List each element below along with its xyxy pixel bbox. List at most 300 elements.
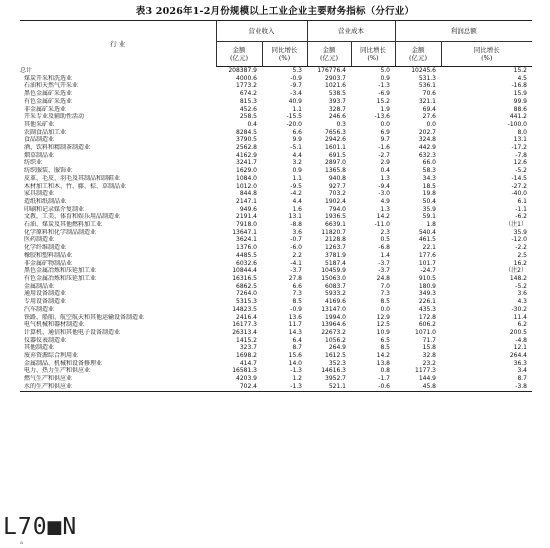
value-cell: -0.9: [290, 305, 302, 313]
value-cell: 6.6: [292, 282, 302, 290]
value-cell: -11.0: [374, 221, 390, 229]
value-cell: -0.7: [290, 236, 302, 244]
industry-name-cell: 其他制造业: [24, 344, 55, 352]
value-cell: 16316.5: [232, 274, 257, 282]
value-cell: 10459.9: [321, 267, 346, 275]
value-cell: 1.3: [380, 205, 390, 213]
industry-name-cell: 其他采矿业: [24, 120, 55, 128]
value-cell: 691.5: [328, 151, 346, 159]
value-cell: 2416.4: [236, 313, 257, 321]
value-cell: 910.5: [418, 274, 436, 282]
value-cell: 8284.5: [236, 128, 257, 136]
value-cell: 5.3: [292, 67, 302, 74]
industry-name-cell: 石油、煤炭及其他燃料加工业: [24, 221, 103, 229]
value-cell: 70.6: [422, 90, 436, 98]
value-cell: 12.5: [376, 321, 390, 329]
value-cell: 202.7: [418, 128, 436, 136]
industry-name-cell: 化学纤维制造业: [24, 244, 67, 252]
value-cell: -7.8: [515, 151, 527, 159]
table-row: [20, 183, 532, 191]
value-cell: 3952.7: [325, 375, 346, 383]
table-row: [20, 267, 532, 275]
value-cell: -2.7: [378, 151, 390, 159]
value-cell: 606.2: [418, 321, 436, 329]
value-cell: 0.9: [292, 167, 302, 175]
industry-name-cell: 食品制造业: [24, 136, 55, 144]
value-cell: 22673.2: [321, 328, 346, 336]
value-cell: -3.7: [290, 267, 302, 275]
industry-name-cell: 木材加工和木、竹、藤、棕、草制品业: [24, 182, 127, 190]
value-cell: -14.5: [511, 174, 527, 182]
value-cell: 35.9: [513, 228, 527, 236]
value-cell: -13.6: [374, 113, 390, 121]
value-cell: 4.3: [517, 298, 527, 306]
table-row: [20, 106, 532, 114]
value-cell: 18.5: [422, 182, 436, 190]
value-cell: 0.4: [247, 120, 257, 128]
value-cell: 2897.0: [325, 159, 346, 167]
table-row: [20, 290, 532, 298]
value-cell: -1.7: [378, 375, 390, 383]
value-cell: 8.5: [380, 344, 390, 352]
industry-name-cell: 非金属矿采选业: [24, 105, 67, 113]
value-cell: 2942.6: [325, 136, 346, 144]
value-cell: 3.2: [292, 159, 302, 167]
value-cell: 40.9: [288, 97, 302, 105]
value-cell: 180.9: [418, 282, 436, 290]
value-cell: 8.5: [292, 298, 302, 306]
value-cell: 4000.6: [236, 74, 257, 82]
industry-name-cell: 黑色金属冶炼和压延加工业: [24, 267, 97, 275]
value-cell: 5933.2: [325, 290, 346, 298]
table-row: [20, 129, 532, 137]
value-cell: -3.7: [378, 267, 390, 275]
table-row: [20, 82, 532, 90]
value-cell: 0.0: [380, 305, 390, 313]
page-marker: a: [20, 540, 23, 546]
value-cell: -5.2: [515, 282, 527, 290]
value-cell: -4.1: [290, 259, 302, 267]
table-row: [20, 252, 532, 260]
value-cell: 442.9: [418, 144, 436, 152]
industry-name-cell: 煤炭开采和洗选业: [24, 74, 73, 82]
value-cell: 7.0: [380, 282, 390, 290]
value-cell: -20.0: [286, 120, 302, 128]
value-cell: 540.4: [418, 228, 436, 236]
value-cell: 14616.3: [321, 367, 346, 375]
value-cell: -6.0: [290, 244, 302, 252]
table-row: [20, 236, 532, 244]
value-cell: -6.2: [515, 213, 527, 221]
industry-name-cell: 金属制品业: [24, 282, 55, 290]
value-cell: 1773.2: [236, 82, 257, 90]
value-cell: 15.9: [513, 90, 527, 98]
industry-name-cell: 有色金属冶炼和压延加工业: [24, 274, 97, 282]
value-cell: 4203.9: [236, 375, 257, 383]
value-cell: 2.2: [292, 251, 302, 259]
value-cell: 1.2: [292, 375, 302, 383]
value-cell: 328.7: [328, 105, 346, 113]
value-cell: 200.5: [509, 328, 527, 336]
value-cell: 16177.3: [232, 321, 257, 329]
value-cell: 258.5: [239, 113, 257, 121]
value-cell: 2.3: [380, 228, 390, 236]
table-row: [20, 306, 532, 314]
value-cell: 12.6: [513, 159, 527, 167]
value-cell: 13.6: [288, 313, 302, 321]
value-cell: 177.6: [418, 251, 436, 259]
value-cell: 58.3: [422, 167, 436, 175]
industry-name-cell: 化学原料和化学制品制造业: [24, 228, 97, 236]
table-row: [20, 275, 532, 283]
revenue-growth-header: 同比增长 (%): [262, 42, 307, 67]
value-cell: 9.7: [380, 136, 390, 144]
value-cell: 7264.0: [236, 290, 257, 298]
value-cell: 22.1: [422, 244, 436, 252]
value-cell: 6.5: [380, 336, 390, 344]
industry-header: 行 业: [20, 21, 216, 67]
industry-name-cell: 电力、热力生产和供应业: [24, 367, 91, 375]
table-row: [20, 344, 532, 352]
table-row: [20, 375, 532, 383]
value-cell: 4162.9: [236, 151, 257, 159]
industry-name-cell: 专用设备制造业: [24, 298, 67, 306]
value-cell: 1902.4: [325, 197, 346, 205]
value-cell: -3.8: [441, 383, 532, 391]
value-cell: 4.4: [292, 151, 302, 159]
industry-name-cell: 有色金属矿采选业: [24, 97, 73, 105]
industry-name-cell: 黑色金属矿采选业: [24, 90, 73, 98]
table-row: [20, 321, 532, 329]
value-cell: 7918.0: [236, 221, 257, 229]
value-cell: 3.4: [517, 367, 527, 375]
value-cell: 324.8: [418, 136, 436, 144]
value-cell: 36.3: [513, 359, 527, 367]
industry-name-cell: 仪器仪表制造业: [24, 336, 67, 344]
value-cell: 940.8: [328, 174, 346, 182]
value-cell: 14823.5: [232, 305, 257, 313]
value-cell: 172.8: [418, 313, 436, 321]
value-cell: -27.2: [511, 182, 527, 190]
value-cell: -3.0: [378, 190, 390, 198]
value-cell: 14.2: [376, 352, 390, 360]
value-cell: 794.0: [328, 205, 346, 213]
value-cell: 352.3: [328, 359, 346, 367]
value-cell: 99.9: [513, 97, 527, 105]
industry-name-cell: 燃气生产和供应业: [24, 375, 73, 383]
value-cell: 26313.4: [232, 328, 257, 336]
value-cell: 264.4: [509, 352, 527, 360]
value-cell: 2128.8: [325, 236, 346, 244]
table-row: [20, 283, 532, 291]
value-cell: 6639.1: [325, 221, 346, 229]
table-row: [20, 337, 532, 345]
value-cell: 0.4: [380, 167, 390, 175]
cost-amount-header: 金额 (亿元): [307, 42, 351, 67]
value-cell: 632.3: [418, 151, 436, 159]
value-cell: 1.6: [292, 205, 302, 213]
value-cell: 264.9: [328, 344, 346, 352]
value-cell: -40.0: [511, 190, 527, 198]
table-row: [20, 329, 532, 337]
value-cell: 1.8: [426, 221, 436, 229]
value-cell: 2903.7: [325, 74, 346, 82]
value-cell: -9.5: [290, 182, 302, 190]
value-cell: -3.4: [290, 90, 302, 98]
table-row: [20, 206, 532, 214]
value-cell: 24.8: [376, 274, 390, 282]
value-cell: 2147.1: [236, 197, 257, 205]
table-title: 表3 2026年1-2月份规模以上工业企业主要财务指标（分行业）: [135, 6, 415, 17]
value-cell: 0.5: [380, 236, 390, 244]
value-cell: -2.2: [515, 244, 527, 252]
industry-name-cell: 医药制造业: [24, 236, 55, 244]
value-cell: -16.8: [511, 82, 527, 90]
value-cell: 13.1: [288, 213, 302, 221]
value-cell: 349.3: [418, 290, 436, 298]
industry-name-cell: 电气机械和器材制造业: [24, 321, 85, 329]
table-row: [20, 298, 532, 306]
value-cell: 10245.6: [411, 67, 436, 74]
value-cell: -1.3: [262, 383, 307, 391]
value-cell: 461.5: [418, 236, 436, 244]
value-cell: 3790.5: [236, 136, 257, 144]
value-cell: 5.0: [380, 67, 390, 74]
value-cell: 393.7: [328, 97, 346, 105]
value-cell: 7.3: [292, 290, 302, 298]
value-cell: 702.4: [216, 383, 262, 391]
value-cell: 16.2: [513, 259, 527, 267]
value-cell: -1.3: [378, 82, 390, 90]
cost-growth-header: 同比增长 (%): [351, 42, 395, 67]
value-cell: 435.3: [418, 305, 436, 313]
industry-name-cell: 石油和天然气开采业: [24, 82, 79, 90]
industry-name-cell: 橡胶和塑料制品业: [24, 251, 73, 259]
value-cell: 536.1: [418, 82, 436, 90]
value-cell: -4.8: [515, 336, 527, 344]
value-cell: （注2）: [505, 267, 527, 275]
value-cell: 2191.4: [236, 213, 257, 221]
value-cell: 13964.6: [321, 321, 346, 329]
industry-name-cell: 水的生产和供应业: [20, 383, 216, 391]
value-cell: 27.8: [288, 274, 302, 282]
value-cell: 45.8: [395, 383, 441, 391]
profit-group-header: 利润总额: [395, 21, 532, 42]
industry-name-cell: 开采专业及辅助性活动: [24, 113, 85, 121]
value-cell: -1.1: [515, 205, 527, 213]
value-cell: 452.6: [239, 105, 257, 113]
value-cell: 927.7: [328, 182, 346, 190]
value-cell: -9.4: [378, 182, 390, 190]
value-cell: 10.9: [376, 328, 390, 336]
value-cell: 3.6: [517, 290, 527, 298]
value-cell: 11.7: [288, 321, 302, 329]
value-cell: 12.1: [513, 344, 527, 352]
value-cell: 13647.1: [232, 228, 257, 236]
table-row: [20, 198, 532, 206]
value-cell: 13.8: [376, 359, 390, 367]
value-cell: 34.3: [422, 174, 436, 182]
industry-name-cell: 金属制品、机械和设备修理业: [24, 359, 103, 367]
value-cell: -100.0: [507, 120, 527, 128]
table-row: [20, 190, 532, 198]
cost-group-header: 营业成本: [307, 21, 395, 42]
value-cell: 5315.3: [236, 298, 257, 306]
revenue-group-header: 营业收入: [216, 21, 307, 42]
value-cell: 1177.3: [415, 367, 436, 375]
value-cell: 6032.6: [236, 259, 257, 267]
value-cell: 3241.7: [236, 159, 257, 167]
value-cell: 3624.1: [236, 236, 257, 244]
table-row: [20, 314, 532, 322]
value-cell: 69.4: [422, 105, 436, 113]
table-row: [20, 229, 532, 237]
value-cell: 66.0: [422, 159, 436, 167]
value-cell: 2.5: [517, 251, 527, 259]
value-cell: -12.0: [511, 236, 527, 244]
value-cell: 0.3: [336, 120, 346, 128]
table-row: [20, 152, 532, 160]
value-cell: 11820.7: [321, 228, 346, 236]
value-cell: 6.9: [380, 128, 390, 136]
value-cell: 1056.2: [325, 336, 346, 344]
value-cell: -30.2: [511, 305, 527, 313]
table-row: [20, 260, 532, 268]
value-cell: -1.3: [290, 367, 302, 375]
value-cell: 323.7: [239, 344, 257, 352]
value-cell: 414.7: [239, 359, 257, 367]
value-cell: 4.9: [380, 197, 390, 205]
table-row: [20, 121, 532, 129]
value-cell: 59.1: [422, 213, 436, 221]
value-cell: 2.9: [380, 159, 390, 167]
value-cell: -17.2: [511, 144, 527, 152]
profit-amount-header: 金额 (亿元): [395, 42, 441, 67]
value-cell: 1936.5: [325, 213, 346, 221]
value-cell: 1.1: [292, 105, 302, 113]
value-cell: 15063.0: [321, 274, 346, 282]
value-cell: 2562.8: [236, 144, 257, 152]
value-cell: 10844.4: [232, 267, 257, 275]
value-cell: -3.7: [378, 259, 390, 267]
value-cell: （注1）: [505, 221, 527, 229]
table-row: [20, 75, 532, 83]
industry-name-cell: 皮革、毛皮、羽毛及其制品和制鞋业: [24, 174, 121, 182]
value-cell: 4.4: [292, 197, 302, 205]
value-cell: 226.1: [418, 298, 436, 306]
value-cell: 674.2: [239, 90, 257, 98]
table-row: [20, 67, 532, 75]
value-cell: 0.8: [380, 367, 390, 375]
value-cell: 815.3: [239, 97, 257, 105]
value-cell: 50.4: [422, 197, 436, 205]
value-cell: -1.6: [378, 144, 390, 152]
value-cell: 11.4: [513, 313, 527, 321]
value-cell: 14.2: [376, 213, 390, 221]
value-cell: 8.0: [517, 128, 527, 136]
table-row: [20, 175, 532, 183]
value-cell: 176776.4: [317, 67, 346, 74]
industry-name-cell: 纺织服装、服饰业: [24, 167, 73, 175]
value-cell: 1.4: [380, 251, 390, 259]
value-cell: 15.6: [288, 352, 302, 360]
value-cell: 32.8: [422, 352, 436, 360]
value-cell: -5.2: [515, 167, 527, 175]
value-cell: 15.2: [376, 97, 390, 105]
value-cell: 0.0: [426, 120, 436, 128]
revenue-amount-header: 金额 (亿元): [216, 42, 262, 67]
table-row: [20, 383, 532, 391]
value-cell: 35.9: [422, 205, 436, 213]
value-cell: 6083.7: [325, 282, 346, 290]
value-cell: 246.6: [328, 113, 346, 121]
value-cell: 521.1: [307, 383, 351, 391]
value-cell: 1365.8: [325, 167, 346, 175]
table-row: [20, 221, 532, 229]
value-cell: 4.5: [517, 74, 527, 82]
industry-name-cell: 家具制造业: [24, 190, 55, 198]
value-cell: 0.9: [380, 74, 390, 82]
value-cell: 15.2: [513, 67, 527, 74]
industry-name-cell: 纺织业: [24, 159, 43, 167]
value-cell: 1071.0: [415, 328, 436, 336]
industry-name-cell: 农副食品加工业: [24, 128, 67, 136]
value-cell: 1012.0: [236, 182, 257, 190]
value-cell: 531.3: [418, 74, 436, 82]
value-cell: 144.9: [418, 375, 436, 383]
value-cell: 8.7: [517, 375, 527, 383]
value-cell: 1994.0: [325, 313, 346, 321]
value-cell: -4.2: [290, 190, 302, 198]
industry-name-cell: 文教、工美、体育和娱乐用品制造业: [24, 213, 121, 221]
value-cell: 3.6: [292, 228, 302, 236]
value-cell: 6.1: [517, 197, 527, 205]
value-cell: 27.6: [422, 113, 436, 121]
value-cell: 538.5: [328, 90, 346, 98]
value-cell: 6.6: [292, 128, 302, 136]
value-cell: 15.8: [422, 344, 436, 352]
value-cell: 1612.5: [325, 352, 346, 360]
value-cell: 949.6: [239, 205, 257, 213]
value-cell: 703.2: [328, 190, 346, 198]
value-cell: 1021.6: [325, 82, 346, 90]
value-cell: -5.1: [290, 144, 302, 152]
profit-growth-header: 同比增长 (%): [441, 42, 532, 67]
industry-name-cell: 通用设备制造业: [24, 290, 67, 298]
value-cell: 1263.7: [325, 244, 346, 252]
value-cell: 23.2: [422, 359, 436, 367]
industry-name-cell: 印刷和记录媒介复制业: [24, 205, 85, 213]
industry-name-cell: 汽车制造业: [24, 305, 55, 313]
value-cell: 9.9: [292, 136, 302, 144]
value-cell: 14.0: [288, 359, 302, 367]
value-cell: -8.8: [290, 221, 302, 229]
industry-name-cell: 造纸和纸制品业: [24, 197, 67, 205]
value-cell: 6.2: [517, 321, 527, 329]
value-cell: 1376.0: [236, 244, 257, 252]
value-cell: 71.7: [422, 336, 436, 344]
table-row: [20, 167, 532, 175]
value-cell: 88.6: [513, 105, 527, 113]
value-cell: 0.0: [380, 120, 390, 128]
value-cell: 13147.0: [321, 305, 346, 313]
table-row: [20, 113, 532, 121]
table-row: [20, 367, 532, 375]
table-row: [20, 159, 532, 167]
financial-table: [20, 20, 532, 392]
value-cell: 6.4: [292, 336, 302, 344]
value-cell: 441.2: [509, 113, 527, 121]
